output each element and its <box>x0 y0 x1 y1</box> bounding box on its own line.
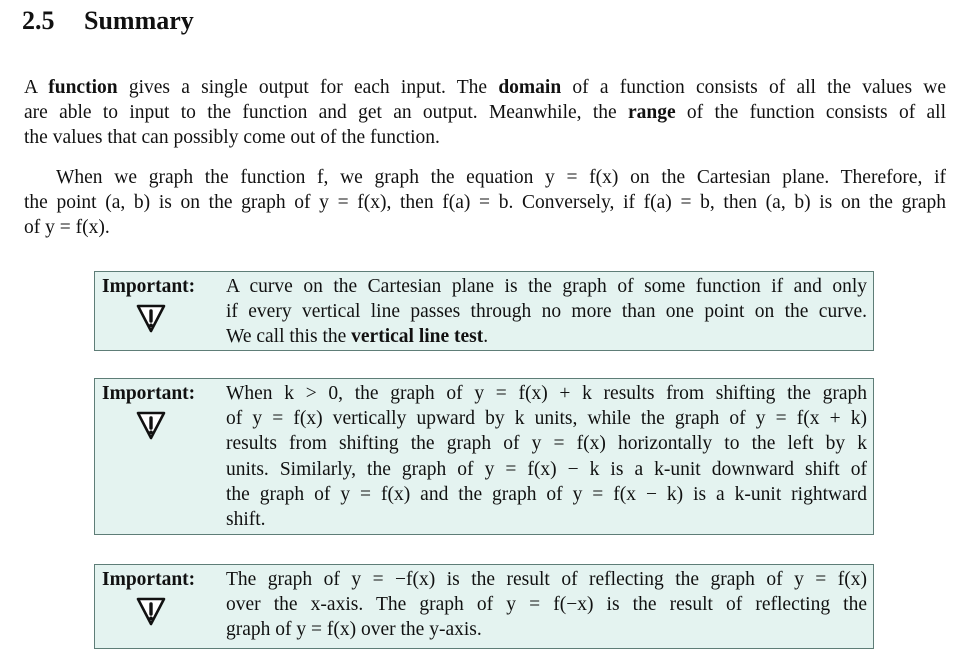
important-label: Important: <box>102 276 196 297</box>
section-number: 2.5 <box>22 6 55 35</box>
warning-triangle-icon <box>135 302 167 334</box>
text-line: of y = f(x) vertically upward by k units, while the graph of y = f(x + k) <box>226 408 867 430</box>
text-line: The graph of y = −f(x) is the result of reflecting the graph of y = f(x) <box>226 569 867 590</box>
paragraph-line: A function gives a single output for each input. The domain of a function consists of all the values we <box>24 77 947 98</box>
term-vertical-line-test: vertical line test <box>351 326 484 348</box>
paragraph-line: are able to input to the function and get an output. Meanwhile, the range of the function consists of all <box>24 102 946 123</box>
text-line: We call this the vertical line test. <box>226 326 489 348</box>
warning-triangle-icon <box>135 409 167 441</box>
paragraph-line: of y = f(x). <box>24 217 110 238</box>
paragraph-graph-of-function <box>24 165 946 240</box>
text-line: over the x-axis. The graph of y = f(−x) is the result of reflecting the <box>226 594 867 616</box>
paragraph-function-domain-range <box>24 75 946 150</box>
paragraph-line: the values that can possibly come out of the function. <box>24 127 440 148</box>
text-line: if every vertical line passes through no more than one point on the curve. <box>226 301 867 323</box>
term-domain: domain <box>498 77 562 98</box>
important-text <box>226 381 867 532</box>
important-label: Important: <box>102 383 196 404</box>
text-line: When k > 0, the graph of y = f(x) + k results from shifting the graph <box>226 383 867 404</box>
text-line: units. Similarly, the graph of y = f(x) − k is a k-unit downward shift of <box>226 458 867 480</box>
text-line: the graph of y = f(x) and the graph of y = f(x − k) is a k-unit rightward <box>226 483 867 505</box>
important-label: Important: <box>102 569 196 590</box>
section-title: Summary <box>84 6 194 35</box>
text-line: A curve on the Cartesian plane is the graph of some function if and only <box>226 276 867 297</box>
paragraph-line: the point (a, b) is on the graph of y = f(x), then f(a) = b. Conversely, if f(a) = b, then (a, b) is on the graph <box>24 192 946 213</box>
warning-triangle-icon <box>135 595 167 627</box>
section-heading <box>22 6 194 36</box>
important-box-reflections <box>94 564 874 649</box>
important-box-vertical-line-test <box>94 271 874 351</box>
text-line: graph of y = f(x) over the y-axis. <box>226 619 482 641</box>
important-text <box>226 274 867 350</box>
term-range: range <box>627 102 676 123</box>
important-box-shifts <box>94 378 874 535</box>
important-text <box>226 567 867 643</box>
text-line: shift. <box>226 509 266 531</box>
term-function: function <box>48 77 118 98</box>
text-line: results from shifting the graph of y = f(x) horizontally to the left by k <box>226 433 867 455</box>
paragraph-line: When we graph the function f, we graph the equation y = f(x) on the Cartesian plane. Therefore, if <box>56 167 946 188</box>
